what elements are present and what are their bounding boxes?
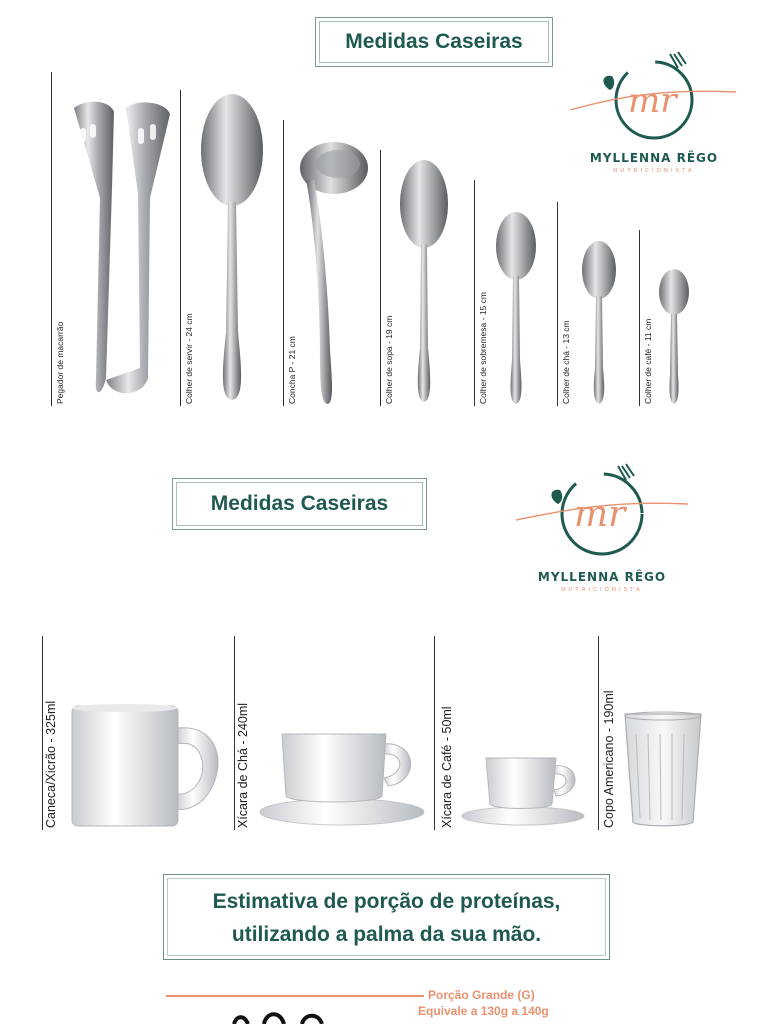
measure-line: [180, 90, 181, 406]
soup-spoon-icon: [398, 158, 450, 404]
portion-title: Porção Grande (G): [428, 988, 535, 1002]
protein-title-line2: utilizando a palma da sua mão.: [231, 923, 542, 946]
utensil-label-colher-sobremesa: Colher de sobremesa - 15 cm: [478, 292, 488, 404]
measure-line: [234, 636, 235, 830]
tea-spoon-icon: [581, 240, 617, 406]
measure-line: [380, 150, 381, 406]
measure-line: [434, 636, 435, 830]
logo-middle: [512, 458, 692, 598]
serving-spoon-icon: [198, 92, 266, 404]
coffee-cup-icon: [460, 754, 586, 828]
logo-top: [566, 48, 742, 178]
utensil-label-colher-servir: Colher de servir - 24 cm: [184, 313, 194, 404]
svg-text:mr: mr: [574, 494, 626, 535]
utensil-label-colher-sopa: Colher de sopa - 19 cm: [384, 315, 394, 404]
utensil-label-concha: Concha P - 21 cm: [287, 336, 297, 404]
logo-name: MYLLENNA RÊGO: [537, 570, 667, 584]
cup-label-xicara-cafe: Xícara de Café - 50ml: [440, 706, 454, 828]
ladle-icon: [298, 140, 370, 406]
logo-monogram-icon: [512, 458, 692, 562]
utensils-title-box: [315, 17, 553, 67]
portion-subtitle: Equivale a 130g a 140g: [418, 1004, 549, 1018]
mug-icon: [68, 704, 224, 830]
cup-label-xicara-cha: Xícara de Chá - 240ml: [236, 702, 250, 828]
measure-line: [283, 120, 284, 406]
hand-outline-icon: [228, 1010, 338, 1024]
cup-label-copo-americano: Copo Americano - 190ml: [602, 690, 616, 828]
cups-title: Medidas Caseiras: [210, 492, 389, 515]
protein-title-line1: Estimativa de porção de proteínas,: [212, 890, 561, 913]
utensil-label-colher-cha: Colher de chá - 13 cm: [561, 320, 571, 404]
measure-line: [557, 202, 558, 406]
utensils-title: Medidas Caseiras: [345, 30, 523, 53]
cups-title-box: [172, 478, 427, 530]
glass-icon: [622, 710, 704, 828]
measure-line: [51, 72, 52, 406]
coffee-spoon-icon: [658, 268, 690, 406]
cup-label-caneca: Caneca/Xicrão - 325ml: [44, 700, 58, 828]
measure-line: [598, 636, 599, 830]
dessert-spoon-icon: [495, 210, 537, 406]
svg-text:mr: mr: [628, 81, 677, 121]
logo-subtitle: NUTRICIONISTA: [613, 168, 695, 174]
logo-name: MYLLENNA RÊGO: [589, 151, 719, 165]
protein-title-box: [163, 874, 610, 960]
logo-subtitle: NUTRICIONISTA: [561, 587, 643, 593]
measure-line: [42, 636, 43, 830]
pasta-tongs-icon: [66, 98, 174, 400]
portion-guide-line: [166, 995, 424, 997]
measure-line: [474, 180, 475, 406]
logo-monogram-icon: [566, 48, 742, 148]
utensil-label-pegador: Pegador de macarrão: [55, 321, 65, 404]
utensil-label-colher-cafe: Colher de café - 11 cm: [643, 318, 653, 404]
teacup-icon: [258, 730, 426, 828]
measure-line: [639, 230, 640, 406]
